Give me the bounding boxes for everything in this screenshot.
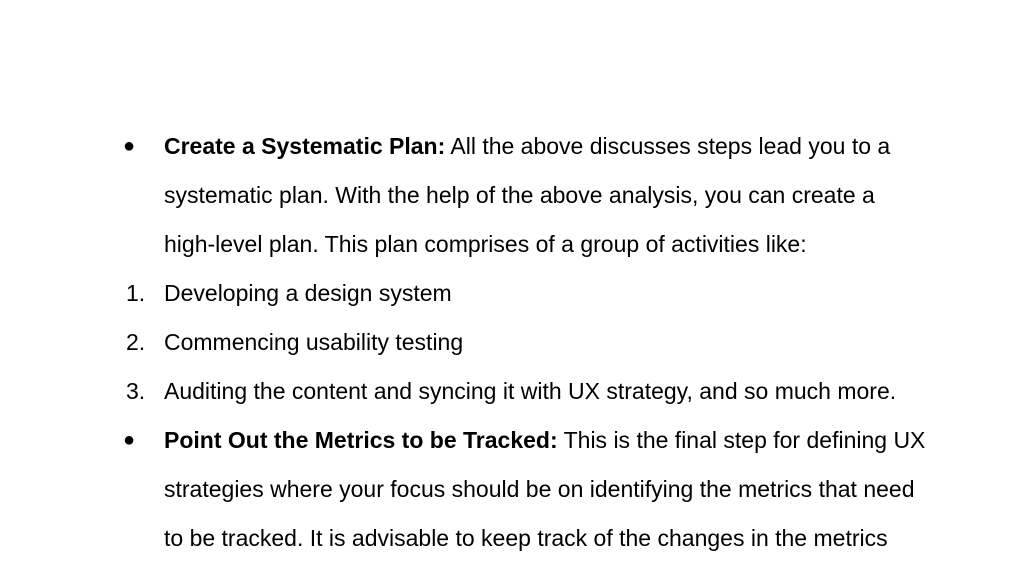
text-line: to be tracked. It is advisable to keep track of the changes in the metrics [164,525,888,551]
text-line: strategies where your focus should be on identifying the metrics that need [164,476,915,502]
number-marker: 3. [126,378,146,404]
bullet-marker: ● [123,135,136,157]
text-line: Developing a design system [164,280,452,306]
item-heading: Point Out the Metrics to be Tracked: [164,427,558,453]
list-item-auditing-content [0,367,1024,416]
number-marker: 1. [126,280,146,306]
bullet-marker: ● [123,429,136,451]
item-heading: Create a Systematic Plan: [164,133,446,159]
item-text: All the above discusses steps lead you to a [445,133,891,159]
text-line: systematic plan. With the help of the above analysis, you can create a [164,182,875,208]
text-line: Auditing the content and syncing it with UX strategy, and so much more. [164,378,897,404]
item-text: This is the final step for defining UX [557,427,926,453]
list-item-systematic-plan [0,122,1024,269]
activity-list [0,122,1024,563]
text-line [164,416,1024,465]
list-item-metrics [0,416,1024,563]
list-item-design-system [0,269,1024,318]
text-line: high-level plan. This plan comprises of a group of activities like: [164,231,807,257]
text-line: Commencing usability testing [164,329,464,355]
list-item-usability-testing [0,318,1024,367]
text-line [164,122,1024,171]
number-marker: 2. [126,329,146,355]
